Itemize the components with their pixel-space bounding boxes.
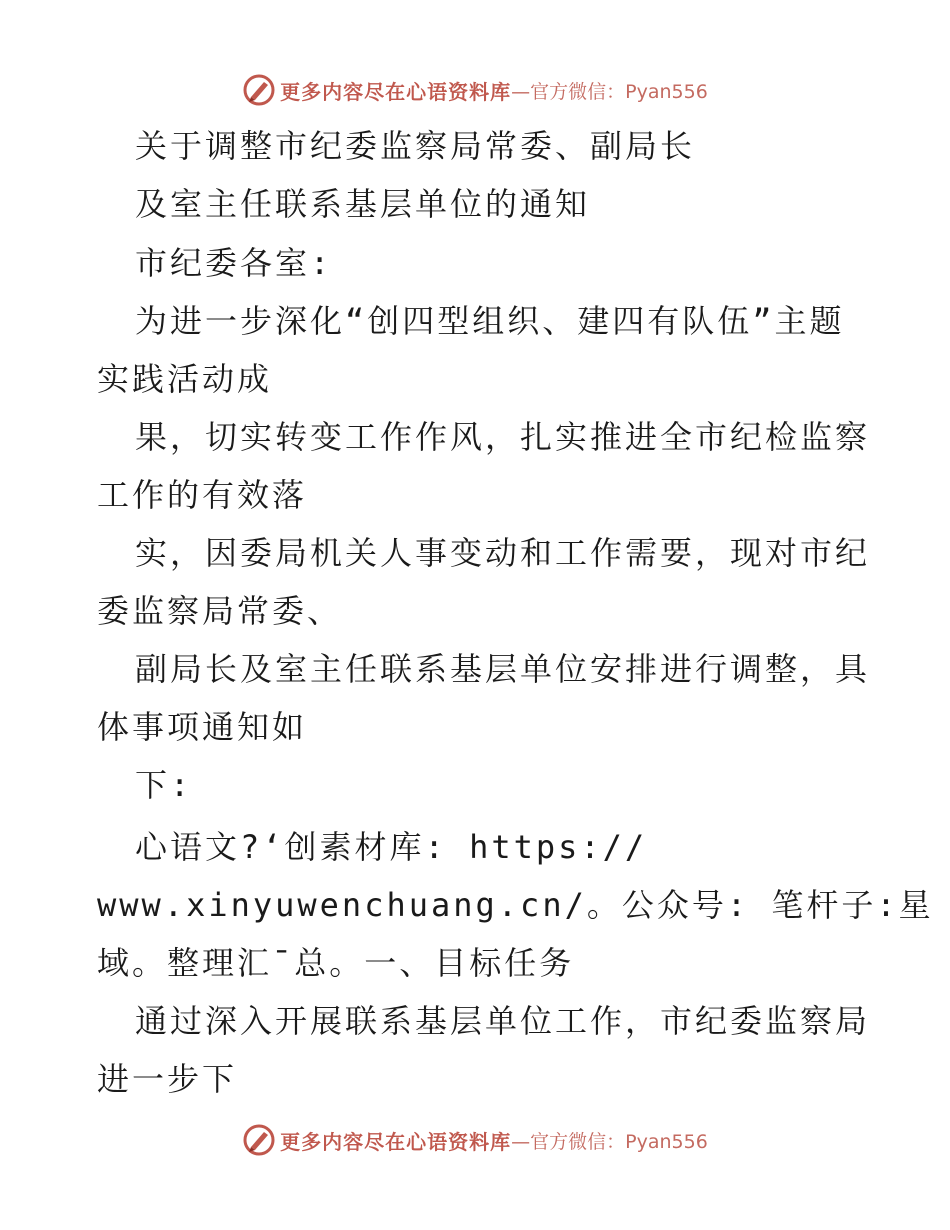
body-line: 心语文?‘创素材库: https:// <box>135 828 648 866</box>
watermark-main-text: 更多内容尽在心语资料库 <box>280 1129 512 1154</box>
watermark-banner-top <box>0 70 950 110</box>
pen-circle-logo-icon <box>242 73 276 107</box>
body-line: 果，切实转变工作作风，扎实推进全市纪检监察 <box>135 418 871 456</box>
body-line: 域。整理汇¯总。一、目标任务 <box>97 944 575 982</box>
body-line: 工作的有效落 <box>97 476 308 514</box>
title-line-2: 及室主任联系基层单位的通知 <box>135 185 591 223</box>
watermark-main-text: 更多内容尽在心语资料库 <box>280 79 512 104</box>
body-line: www.xinyuwenchuang.cn/。公众号: 笔杆子:星 <box>97 886 934 924</box>
body-line: 体事项通知如 <box>97 708 308 746</box>
title-line-1: 关于调整市纪委监察局常委、副局长 <box>135 127 696 165</box>
salutation: 市纪委各室: <box>135 244 333 282</box>
body-line: 通过深入开展联系基层单位工作，市纪委监察局 <box>135 1002 871 1040</box>
body-line: 实，因委局机关人事变动和工作需要，现对市纪 <box>135 534 871 572</box>
watermark-wechat-text: —官方微信：Pyan556 <box>511 80 708 103</box>
body-line: 进一步下 <box>97 1060 238 1098</box>
pen-circle-logo-icon <box>242 1123 276 1157</box>
body-line: 实践活动成 <box>97 360 273 398</box>
body-line: 下: <box>135 766 193 804</box>
watermark-wechat-text: —官方微信：Pyan556 <box>511 1130 708 1153</box>
body-line: 委监察局常委、 <box>97 592 343 630</box>
watermark-banner-bottom <box>0 1120 950 1160</box>
body-line: 副局长及室主任联系基层单位安排进行调整，具 <box>135 650 871 688</box>
body-line: 为进一步深化“创四型组织、建四有队伍”主题 <box>135 302 845 340</box>
